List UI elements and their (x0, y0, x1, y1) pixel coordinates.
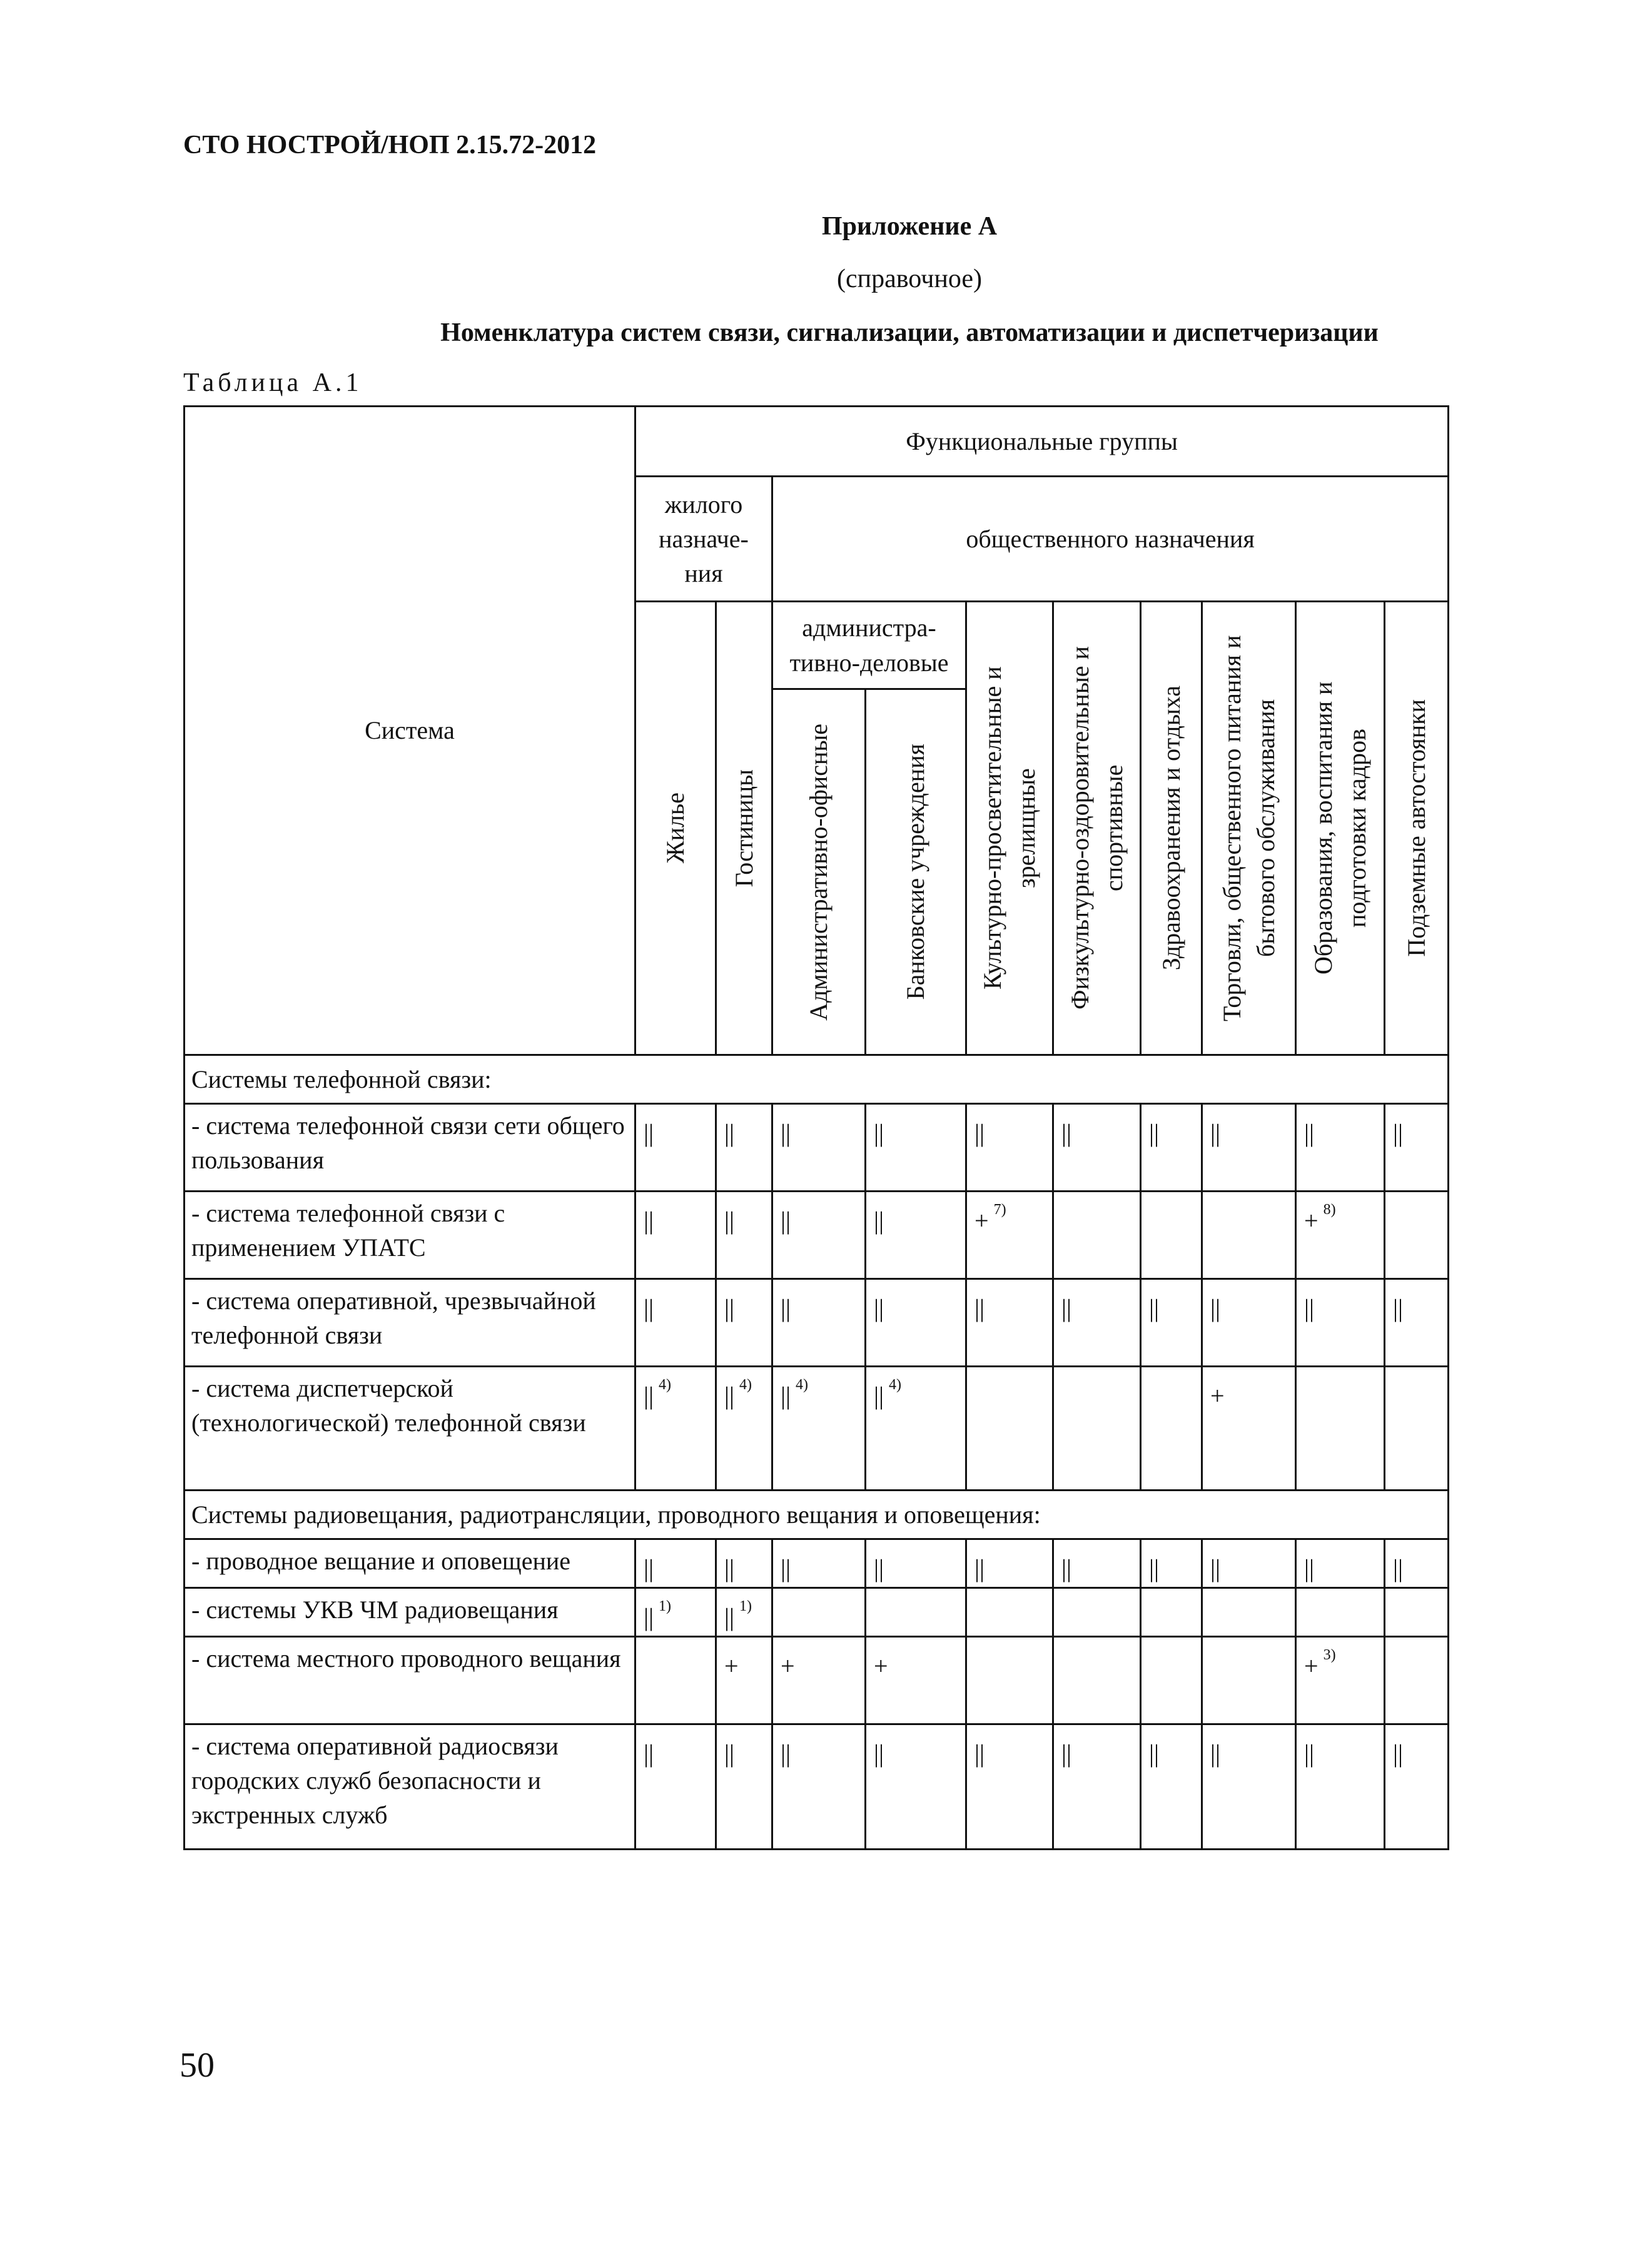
applicability-cell (1202, 1192, 1296, 1279)
applicability-cell (1053, 1104, 1141, 1192)
applicability-cell (635, 1104, 716, 1192)
system-name: - система местного проводного вещания (185, 1637, 635, 1724)
applicability-mark: || (974, 1554, 985, 1582)
footnote-ref: 7) (993, 1202, 1006, 1218)
col-header-1 (716, 602, 772, 1055)
appendix-subtitle: (справочное) (837, 265, 982, 293)
system-name: - проводное вещание и оповещение (185, 1539, 635, 1588)
col-header-8 (1296, 602, 1385, 1055)
footnote-ref: 4) (889, 1377, 902, 1393)
system-name: - система оперативной, чрезвычайной телефонной связи (185, 1279, 635, 1367)
section-row (185, 1055, 1449, 1104)
applicability-cell (1141, 1539, 1202, 1588)
admin-group-header (772, 602, 966, 689)
col-header-0 (635, 602, 716, 1055)
footnote-ref: 3) (1323, 1647, 1336, 1663)
applicability-cell (1296, 1724, 1385, 1850)
document-code: СТО НОСТРОЙ/НОП 2.15.72-2012 (183, 131, 597, 159)
applicability-mark: || (781, 1739, 791, 1768)
applicability-cell (1296, 1279, 1385, 1367)
applicability-mark: || (1210, 1294, 1221, 1322)
applicability-cell (635, 1367, 716, 1491)
applicability-cell (866, 1637, 966, 1724)
system-name: - система диспетчерской (технологической) телефонной связи (185, 1367, 635, 1491)
applicability-cell (1053, 1588, 1141, 1637)
applicability-cell (966, 1539, 1053, 1588)
applicability-cell (1202, 1367, 1296, 1491)
applicability-mark: + (1304, 1207, 1319, 1235)
footnote-ref: 4) (796, 1377, 809, 1393)
applicability-cell (716, 1367, 772, 1491)
applicability-cell (966, 1367, 1053, 1491)
section-title: Системы телефонной связи: (185, 1055, 1449, 1104)
applicability-cell (1141, 1367, 1202, 1491)
applicability-cell (966, 1279, 1053, 1367)
nomenclature-table (183, 405, 1449, 1850)
applicability-mark: || (974, 1294, 985, 1322)
applicability-cell (635, 1539, 716, 1588)
applicability-cell (1202, 1724, 1296, 1850)
applicability-mark: + (781, 1652, 795, 1680)
applicability-cell (635, 1637, 716, 1724)
applicability-cell (1053, 1279, 1141, 1367)
functional-groups-header: Функциональные группы (635, 407, 1449, 477)
applicability-mark: || (874, 1119, 884, 1147)
applicability-mark: || (781, 1554, 791, 1582)
applicability-mark: || (1061, 1739, 1072, 1768)
residential-group-header (635, 477, 772, 602)
applicability-cell (1202, 1279, 1296, 1367)
applicability-mark: || (644, 1119, 654, 1147)
applicability-cell (772, 1539, 866, 1588)
public-group-header: общественного назначения (772, 477, 1449, 602)
applicability-mark: || (1210, 1739, 1221, 1768)
applicability-mark: || (1393, 1739, 1404, 1768)
applicability-cell (635, 1279, 716, 1367)
applicability-cell (866, 1104, 966, 1192)
applicability-cell (716, 1104, 772, 1192)
table-row (185, 1279, 1449, 1367)
applicability-cell (966, 1192, 1053, 1279)
system-name: - система телефонной связи с применением УПАТС (185, 1192, 635, 1279)
system-header: Система (185, 407, 635, 1055)
applicability-mark: || (1149, 1294, 1160, 1322)
col-label-4: Культурно-просветительные и зрелищные (978, 666, 1040, 990)
applicability-mark: || (1210, 1554, 1221, 1582)
col-label-1: Гостиницы (729, 769, 758, 888)
applicability-cell (716, 1539, 772, 1588)
applicability-cell (866, 1724, 966, 1850)
appendix-title: Приложение А (821, 212, 998, 241)
applicability-mark: || (644, 1739, 654, 1768)
applicability-mark: || (1393, 1294, 1404, 1322)
col-label-0: Жилье (661, 792, 689, 864)
applicability-cell (1385, 1637, 1449, 1724)
table-row (185, 1724, 1449, 1850)
applicability-cell (772, 1192, 866, 1279)
system-name: - система оперативной радиосвязи городских служб безопасности и экстренных служб (185, 1724, 635, 1850)
footnote-ref: 4) (659, 1377, 672, 1393)
table-header (185, 407, 1449, 1055)
applicability-mark: || (781, 1294, 791, 1322)
applicability-mark: || (724, 1207, 735, 1235)
applicability-cell (866, 1279, 966, 1367)
applicability-cell (1385, 1588, 1449, 1637)
applicability-cell (1385, 1279, 1449, 1367)
applicability-mark: || (1061, 1554, 1072, 1582)
applicability-mark: || (724, 1554, 735, 1582)
applicability-cell (1141, 1192, 1202, 1279)
applicability-mark: || (781, 1382, 791, 1410)
applicability-mark: || (1393, 1554, 1404, 1582)
applicability-cell (966, 1588, 1053, 1637)
applicability-mark: || (644, 1382, 654, 1410)
table-row (185, 1588, 1449, 1637)
applicability-cell (635, 1724, 716, 1850)
applicability-mark: + (1210, 1382, 1225, 1410)
applicability-cell (1202, 1588, 1296, 1637)
applicability-cell (716, 1637, 772, 1724)
table-row (185, 1104, 1449, 1192)
applicability-mark: || (974, 1739, 985, 1768)
document-heading: Номенклатура систем связи, сигнализации, автоматизации и диспетчеризации (440, 318, 1379, 347)
applicability-cell (866, 1539, 966, 1588)
admin-group-label: администра-тивно-деловые (789, 614, 949, 677)
col-header-4 (966, 602, 1053, 1055)
col-header-9 (1385, 602, 1449, 1055)
applicability-cell (772, 1279, 866, 1367)
applicability-mark: || (1210, 1119, 1221, 1147)
applicability-cell (772, 1637, 866, 1724)
applicability-cell (1202, 1539, 1296, 1588)
applicability-mark: || (874, 1382, 884, 1410)
col-label-2: Административно-офисные (804, 723, 833, 1021)
applicability-cell (772, 1724, 866, 1850)
applicability-cell (1296, 1539, 1385, 1588)
col-label-9: Подземные автостоянки (1402, 699, 1430, 957)
applicability-cell (1053, 1192, 1141, 1279)
applicability-cell (772, 1367, 866, 1491)
applicability-cell (1202, 1104, 1296, 1192)
col-label-7: Торговли, общественного питания и бытового обслуживания (1217, 635, 1280, 1021)
table-row (185, 1539, 1449, 1588)
applicability-mark: || (781, 1119, 791, 1147)
applicability-cell (1141, 1279, 1202, 1367)
applicability-cell (1141, 1637, 1202, 1724)
col-header-5 (1053, 602, 1141, 1055)
table-row (185, 1367, 1449, 1491)
applicability-cell (1296, 1192, 1385, 1279)
system-name: - система телефонной связи сети общего пользования (185, 1104, 635, 1192)
applicability-mark: || (724, 1119, 735, 1147)
applicability-cell (1296, 1367, 1385, 1491)
applicability-mark: || (724, 1739, 735, 1768)
table-row (185, 1192, 1449, 1279)
applicability-mark: || (1061, 1119, 1072, 1147)
applicability-mark: || (724, 1382, 735, 1410)
applicability-mark: + (874, 1652, 888, 1680)
table-row (185, 1637, 1449, 1724)
applicability-mark: || (1149, 1119, 1160, 1147)
footnote-ref: 1) (739, 1598, 752, 1614)
col-header-7 (1202, 602, 1296, 1055)
applicability-mark: || (1149, 1554, 1160, 1582)
page-number: 50 (180, 2046, 215, 2085)
col-header-3 (866, 689, 966, 1055)
applicability-cell (966, 1104, 1053, 1192)
applicability-mark: || (724, 1603, 735, 1631)
col-label-5: Физкультурно-оздоровительные и спортивные (1065, 646, 1128, 1010)
table-caption: Таблица А.1 (183, 368, 363, 397)
applicability-cell (866, 1367, 966, 1491)
applicability-mark: + (974, 1207, 989, 1235)
applicability-cell (1053, 1724, 1141, 1850)
applicability-cell (1053, 1539, 1141, 1588)
applicability-cell (1296, 1104, 1385, 1192)
applicability-mark: + (1304, 1652, 1319, 1680)
footnote-ref: 1) (659, 1598, 672, 1614)
applicability-cell (635, 1192, 716, 1279)
table-body (185, 1055, 1449, 1850)
applicability-cell (1296, 1588, 1385, 1637)
applicability-mark: || (1061, 1294, 1072, 1322)
applicability-cell (772, 1104, 866, 1192)
applicability-mark: || (874, 1554, 884, 1582)
applicability-cell (772, 1588, 866, 1637)
applicability-mark: || (1304, 1554, 1315, 1582)
applicability-cell (635, 1588, 716, 1637)
section-row (185, 1491, 1449, 1539)
applicability-cell (1053, 1367, 1141, 1491)
applicability-cell (1296, 1637, 1385, 1724)
applicability-mark: || (1304, 1739, 1315, 1768)
col-header-6 (1141, 602, 1202, 1055)
applicability-mark: || (874, 1294, 884, 1322)
applicability-cell (1202, 1637, 1296, 1724)
applicability-cell (966, 1637, 1053, 1724)
applicability-mark: || (974, 1119, 985, 1147)
applicability-cell (866, 1588, 966, 1637)
applicability-mark: || (1304, 1119, 1315, 1147)
applicability-cell (1053, 1637, 1141, 1724)
applicability-cell (716, 1588, 772, 1637)
applicability-cell (1141, 1724, 1202, 1850)
applicability-cell (716, 1279, 772, 1367)
section-title: Системы радиовещания, радиотрансляции, проводного вещания и оповещения: (185, 1491, 1449, 1539)
applicability-mark: || (874, 1739, 884, 1768)
footnote-ref: 8) (1323, 1202, 1336, 1218)
applicability-cell (1141, 1104, 1202, 1192)
applicability-cell (1385, 1539, 1449, 1588)
applicability-cell (1385, 1192, 1449, 1279)
system-name: - системы УКВ ЧМ радиовещания (185, 1588, 635, 1637)
applicability-cell (1385, 1104, 1449, 1192)
residential-group-label: жилого назначе-ния (659, 490, 749, 588)
col-label-6: Здравоохранения и отдыха (1157, 686, 1185, 971)
applicability-mark: || (644, 1207, 654, 1235)
footnote-ref: 4) (739, 1377, 752, 1393)
applicability-mark: + (724, 1652, 739, 1680)
col-header-2 (772, 689, 866, 1055)
applicability-mark: || (874, 1207, 884, 1235)
applicability-cell (1385, 1367, 1449, 1491)
applicability-mark: || (724, 1294, 735, 1322)
applicability-mark: || (644, 1554, 654, 1582)
applicability-cell (1141, 1588, 1202, 1637)
applicability-cell (716, 1724, 772, 1850)
applicability-mark: || (1149, 1739, 1160, 1768)
col-label-8: Образования, воспитания и подготовки кадров (1309, 681, 1371, 975)
applicability-cell (716, 1192, 772, 1279)
applicability-cell (1385, 1724, 1449, 1850)
applicability-cell (966, 1724, 1053, 1850)
col-label-3: Банковские учреждения (901, 744, 929, 1000)
applicability-mark: || (781, 1207, 791, 1235)
applicability-cell (866, 1192, 966, 1279)
applicability-mark: || (1304, 1294, 1315, 1322)
applicability-mark: || (1393, 1119, 1404, 1147)
applicability-mark: || (644, 1294, 654, 1322)
applicability-mark: || (644, 1603, 654, 1631)
